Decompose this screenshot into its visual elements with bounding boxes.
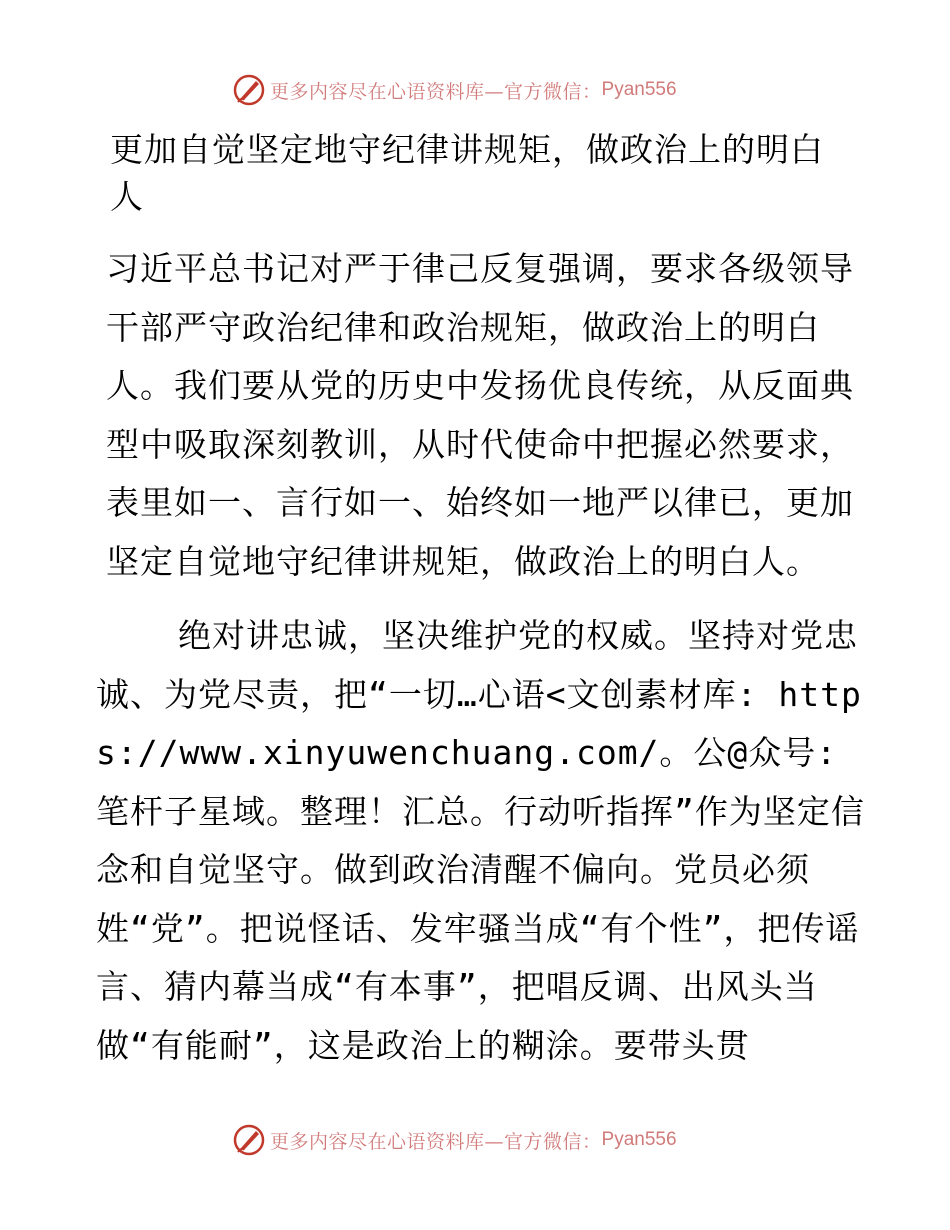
document-body <box>96 120 866 1075</box>
header-banner-text: 更多内容尽在心语资料库—官方微信： <box>270 80 602 103</box>
quill-logo-icon <box>232 73 266 107</box>
header-banner-handle: Pyan556 <box>601 79 677 100</box>
paragraph-1: 习近平总书记对严于律己反复强调，要求各级领导干部严守政治纪律和政治规矩，做政治上的明白人。我们要从党的历史中发扬优良传统，从反面典型中吸取深刻教训，从时代使命中把握必然要求，表里如一、言行如一、始终如一地严以律已，更加坚定自觉地守纪律讲规矩，做政治上的明白人。 <box>106 249 854 581</box>
quill-logo-icon <box>232 1123 266 1157</box>
footer-watermark-banner <box>232 1120 677 1160</box>
header-watermark-banner <box>232 70 677 110</box>
footer-banner-handle: Pyan556 <box>601 1129 677 1150</box>
footer-banner-text: 更多内容尽在心语资料库—官方微信： <box>270 1130 602 1153</box>
paragraph-2: 绝对讲忠诚，坚决维护党的权威。坚持对党忠诚、为党尽责，把“一切…心语<文创素材库: https://www.xinyuwenchuang.com/。公@众号: 笔杆子星域。整理！汇总。行动听指挥”作为坚定信念和自觉坚守。做到政治清醒不偏向。党员必须姓“党”。把说怪话、发牢骚当成“有个性”，把传谣言、猜内幕当成“有本事”，把唱反调、出风头当做“有能耐”，这是政治上的糊涂。要带头贯 <box>96 616 865 1065</box>
document-title: 更加自觉坚定地守纪律讲规矩，做政治上的明白人 <box>110 130 824 216</box>
